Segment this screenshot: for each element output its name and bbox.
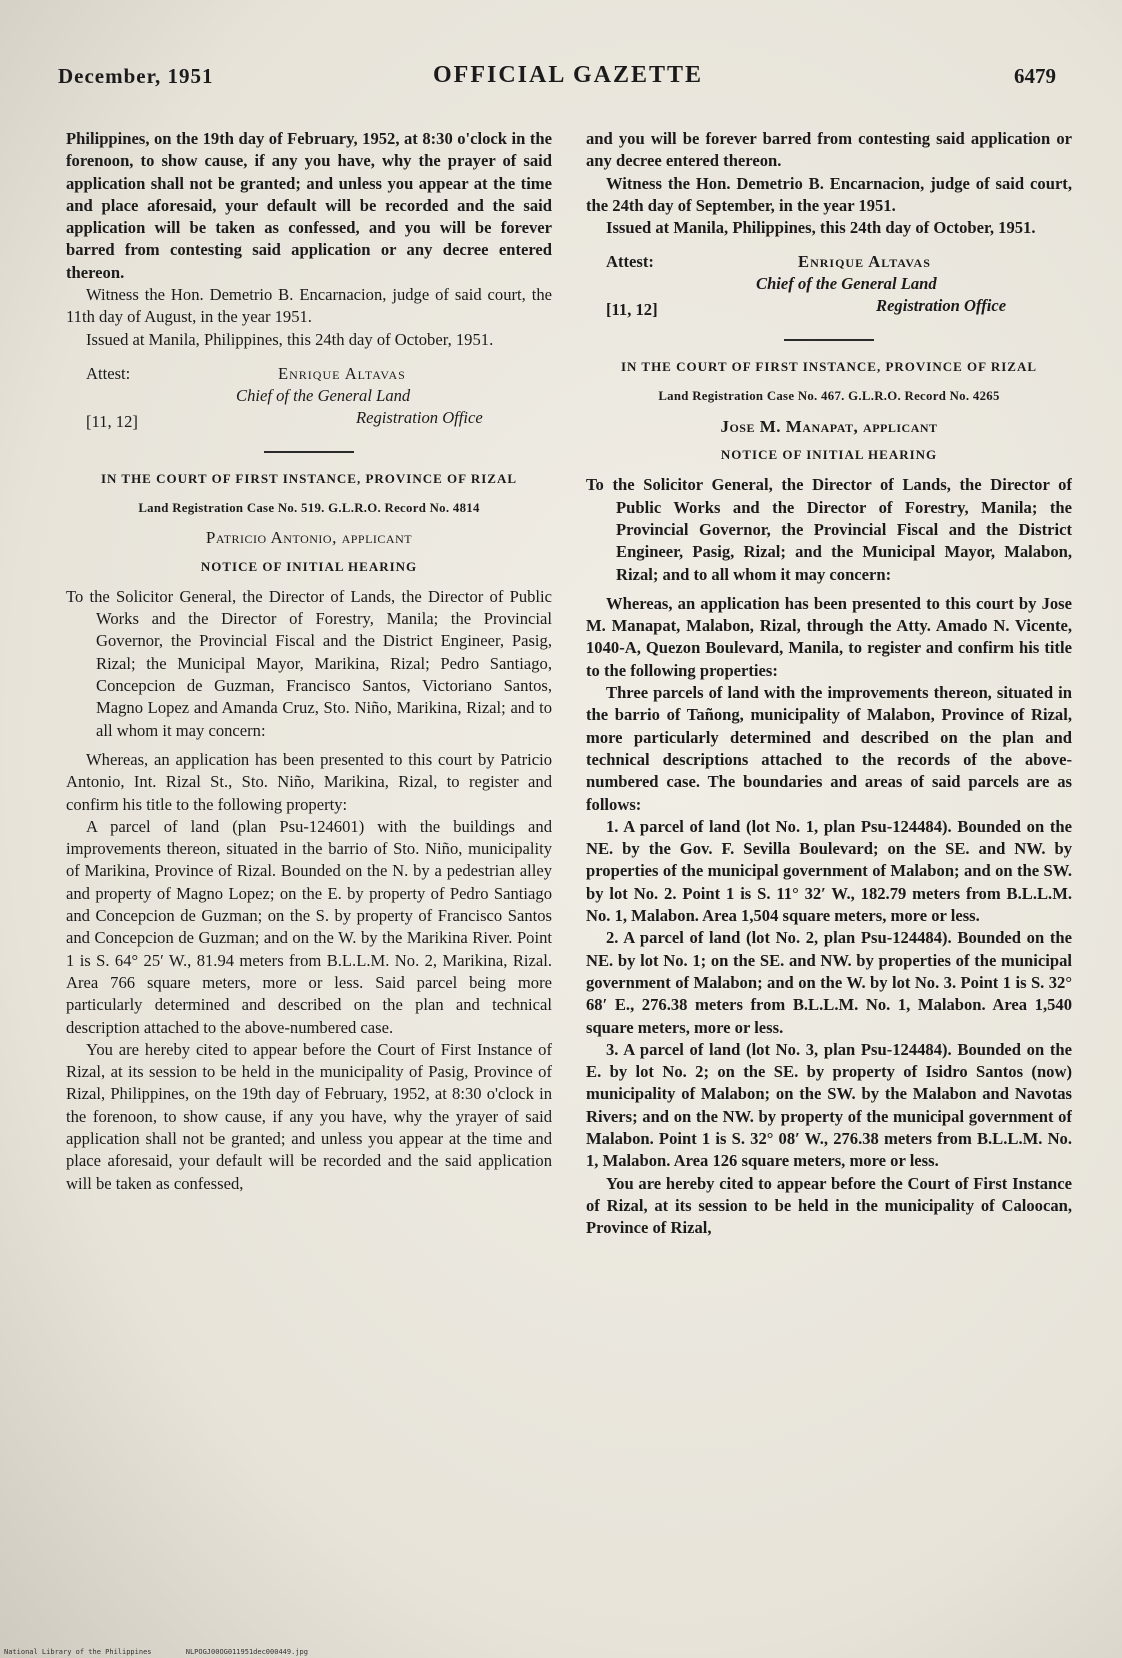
attest-block xyxy=(586,251,1072,323)
header-page-number: 6479 xyxy=(1014,64,1056,88)
attest-label: Attest: xyxy=(86,363,131,383)
parcel-2-description: 2. A parcel of land (lot No. 2, plan Psu-124484). Bounded on the NE. by lot No. 1; on the SE. and NW. by properties of the municipal government of Malabon; and on the W. by lot No. 3. Point 1 is S. 32° 68′ E., 276.38 meters from B.L.L.M. No. 1, Malabon. Area 1,540 square meters, more or less. xyxy=(586,928,1072,1037)
parcel-3-description: 3. A parcel of land (lot No. 3, plan Psu-124484). Bounded on the E. by lot No. 2; on the SE. by property of Isidro Santos (now) municipality of Malabon; on the SW. by the Malabon and Navotas Rivers; and on the NW. by property of the municipal government of Malabon. Point 1 is S. 32° 08′ W., 276.38 meters from B.L.L.M. No. 1, Malabon. Area 126 square meters, more or less. xyxy=(586,1039,1072,1171)
citation-paragraph: You are hereby cited to appear before the Court of First Instance of Rizal, at its session to be held in the municipality of Caloocan, Province of Rizal, xyxy=(586,1173,1072,1238)
whereas-paragraph: Whereas, an application has been presented to this court by Jose M. Manapat, Malabon, Rizal, through the Atty. Amado N. Vicente, 1040-A, Quezon Boulevard, Manila, to register and confirm his title to the following properties: xyxy=(586,593,1072,680)
attest-role-line2: Registration Office xyxy=(356,407,483,427)
citation-paragraph: You are hereby cited to appear before the Court of First Instance of Rizal, at its session to be held in the municipality of Pasig, Province of Rizal, Philippines, on the 19th day of February, 1952, at 8:30 o'clock in the forenoon, to show cause, if any you have, why the yrayer of said application shall not be granted; and unless you appear at the time and place aforesaid, your default will be recorded and the said application will be taken as confessed, xyxy=(66,1039,552,1193)
right-column xyxy=(586,128,1072,1648)
parcels-intro-paragraph: Three parcels of land with the improvements thereon, situated in the barrio of Tañong, municipality of Malabon, Province of Rizal, more particularly determined and described on the plan and technical descriptions attached to the records of the above-numbered case. The boundaries and areas of said parcels are as follows: xyxy=(586,683,1072,814)
issued-paragraph: Issued at Manila, Philippines, this 24th day of October, 1951. xyxy=(606,218,1036,238)
header-title: OFFICIAL GAZETTE xyxy=(433,62,704,88)
issued-paragraph: Issued at Manila, Philippines, this 24th day of October, 1951. xyxy=(86,329,494,349)
witness-paragraph: Witness the Hon. Demetrio B. Encarnacion, judge of said court, the 24th day of September, in the year 1951. xyxy=(586,173,1072,215)
attest-label: Attest: xyxy=(606,252,654,272)
page-header xyxy=(58,62,1068,96)
applicant-line: Patricio Antonio, applicant xyxy=(205,528,413,548)
header-date: December, 1951 xyxy=(58,64,214,88)
scan-footer xyxy=(4,1648,338,1656)
library-credit: National Library of the Philippines xyxy=(4,1648,152,1656)
section-divider xyxy=(264,451,354,453)
attest-block xyxy=(66,363,552,435)
parcel-description: A parcel of land (plan Psu-124601) with the buildings and improvements thereon, situated in the barrio of Sto. Niño, municipality of Marikina, Province of Rizal. Bounded on the N. by a pedestrian alley and property of Magno Lopez; on the E. by property of Pedro Santiago and Concepcion de Guzman; on the S. by property of Francisco Santos and Concepcion de Guzman; and on the W. by the Marikina River. Point 1 is S. 64° 25′ W., 81.94 meters from B.L.L.M. No. 2, Marikina, Rizal. Area 766 square meters, more or less. Said parcel being more particularly determined and described on the plan and technical description attached to the above-numbered case. xyxy=(66,816,552,1037)
publication-dates: [11, 12] xyxy=(606,300,658,320)
left-column xyxy=(66,128,552,1648)
attest-role-line1: Chief of the General Land xyxy=(236,385,411,405)
scan-filename: NLPOGJ00OG011951dec000449.jpg xyxy=(185,1648,308,1656)
attest-role-line1: Chief of the General Land xyxy=(756,274,937,294)
attest-name: Enrique Altavas xyxy=(798,252,931,272)
section-divider xyxy=(784,339,874,341)
court-heading: IN THE COURT OF FIRST INSTANCE, PROVINCE OF RIZAL xyxy=(100,470,518,486)
attest-role-line2: Registration Office xyxy=(876,296,1007,316)
addressees-paragraph: To the Solicitor General, the Director of Lands, the Director of Public Works and the Director of Forestry, Manila; the Provincial Governor, the Provincial Fiscal and the District Engineer, Pasig, Rizal; and the Municipal Mayor, Malabon, Rizal; and to all whom it may concern: xyxy=(586,475,1072,584)
publication-dates: [11, 12] xyxy=(86,411,138,431)
notice-title: NOTICE OF INITIAL HEARING xyxy=(720,447,938,463)
case-number-line: Land Registration Case No. 519. G.L.R.O. Record No. 4814 xyxy=(138,500,480,515)
applicant-line: Jose M. Manapat, applicant xyxy=(720,416,938,436)
addressees-paragraph: To the Solicitor General, the Director of Lands, the Director of Public Works and the Director of Forestry, Manila; the Provincial Governor, the Provincial Fiscal and the District Engineer, Pasig, Rizal; the Municipal Mayor, Marikina, Rizal; Pedro Santiago, Concepcion de Guzman, Francisco Santos, Victoriano Santos, Magno Lopez and Amanda Cruz, Sto. Niño, Marikina, Rizal; and to all whom it may concern: xyxy=(66,586,552,740)
attest-name: Enrique Altavas xyxy=(278,363,406,383)
whereas-paragraph: Whereas, an application has been presented to this court by Patricio Antonio, Int. Rizal St., Sto. Niño, Marikina, Rizal, to register and confirm his title to the following property: xyxy=(66,749,552,814)
witness-paragraph: Witness the Hon. Demetrio B. Encarnacion, judge of said court, the 11th day of August, in the year 1951. xyxy=(66,285,552,327)
case-number-line: Land Registration Case No. 467. G.L.R.O. Record No. 4265 xyxy=(658,389,1000,404)
notice-title: NOTICE OF INITIAL HEARING xyxy=(200,558,418,574)
continued-notice-text: Philippines, on the 19th day of February, 1952, at 8:30 o'clock in the forenoon, to show cause, if any you have, why the prayer of said application shall not be granted; and unless you appear at the time and place aforesaid, your default will be recorded and the said application will be taken as confessed, and you will be forever barred from contesting said application or any decree entered thereon. xyxy=(66,129,552,282)
parcel-1-description: 1. A parcel of land (lot No. 1, plan Psu-124484). Bounded on the NE. by the Gov. F. Sevilla Boulevard; on the SE. and NW. by properties of the municipal government of Malabon; and on the SW. by lot No. 2. Point 1 is S. 11° 32′ W., 182.79 meters from B.L.L.M. No. 1, Malabon. Area 1,504 square meters, more or less. xyxy=(586,816,1072,926)
court-heading: IN THE COURT OF FIRST INSTANCE, PROVINCE OF RIZAL xyxy=(620,359,1038,375)
continued-notice-text: and you will be forever barred from contesting said application or any decree entered thereon. xyxy=(586,129,1072,171)
